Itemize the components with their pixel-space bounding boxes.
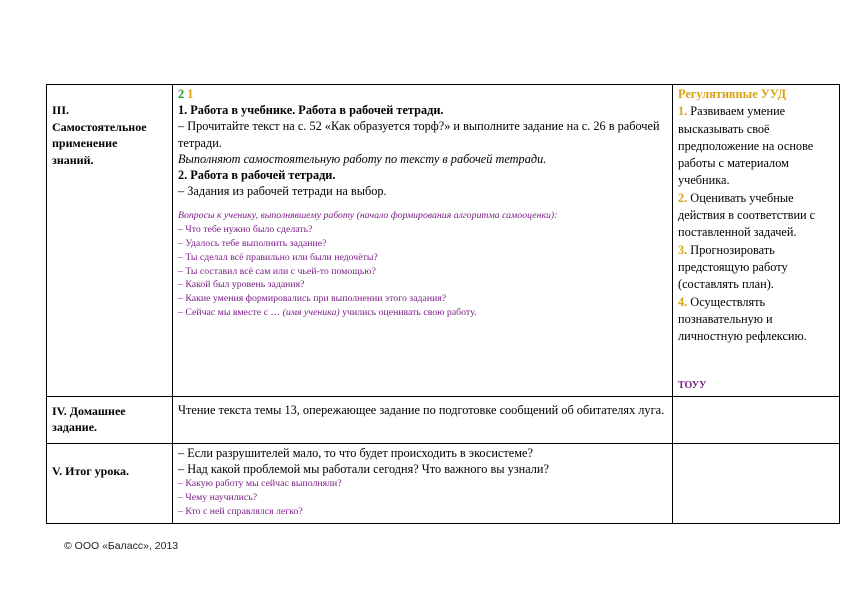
list-item: – Ты сделал всё правильно или были недочёты? xyxy=(178,251,378,263)
stage-cell xyxy=(47,85,173,397)
content-cell xyxy=(173,443,673,523)
list-item: – Удалось тебе выполнить задание? xyxy=(178,238,327,250)
stage-title: III. Самостоятельное применение знаний. xyxy=(52,103,147,167)
stage-title: V. Итог урока. xyxy=(52,463,130,478)
list-item: – Какую работу мы сейчас выполняли? xyxy=(178,478,342,490)
list-item: – Какие умения формировались при выполнении этого задания? xyxy=(178,293,447,305)
list-item: – Кто с ней справлялся легко? xyxy=(178,505,303,517)
stage-cell xyxy=(47,396,173,443)
stage-title: IV. Домашнее задание. xyxy=(52,403,126,435)
uud-cell xyxy=(673,443,840,523)
table-row-stage-5 xyxy=(47,443,840,523)
table-row-stage-3 xyxy=(47,85,840,397)
summary-line: – Над какой проблемой мы работали сегодня? Что важного вы узнали? xyxy=(178,461,549,476)
list-item: – Ты составил всё сам или с чьей-то помощью? xyxy=(178,265,376,277)
uud-cell xyxy=(673,85,840,397)
slide-numbers: 2 1 xyxy=(178,87,194,101)
task-heading: 2. Работа в рабочей тетради. xyxy=(178,168,336,183)
summary-line: – Если разрушителей мало, то что будет происходить в экосистеме? xyxy=(178,445,533,460)
uud-item: 1. Развиваем умение высказывать своё предположение на основе работы с материалом учебника. xyxy=(678,104,814,188)
table-row-stage-4 xyxy=(47,396,840,443)
content-cell xyxy=(173,396,673,443)
homework-text: Чтение текста темы 13, опережающее задание по подготовке сообщений об обитателях луга. xyxy=(178,402,665,417)
questions-title: Вопросы к ученику, выполнявшему работу (начало формирования алгоритма самооценки): xyxy=(178,210,558,222)
uud-item: 3. Прогнозировать предстоящую работу (составлять план). xyxy=(678,242,788,292)
task-heading: 1. Работа в учебнике. Работа в рабочей тетради. xyxy=(178,103,444,118)
questions-block xyxy=(178,209,667,319)
stage-cell xyxy=(47,443,173,523)
uud-cell xyxy=(673,396,840,443)
questions-block xyxy=(178,477,667,518)
content-cell xyxy=(173,85,673,397)
uud-title: Регулятивные УУД xyxy=(678,87,787,101)
uud-item: 4. Осуществлять познавательную и личностную рефлексию. xyxy=(678,294,807,344)
uud-tag: ТОУУ xyxy=(678,380,707,392)
list-item: – Какой был уровень задания? xyxy=(178,279,305,291)
lesson-table xyxy=(46,84,840,524)
list-item: – Сейчас мы вместе с … (имя ученика) учились оценивать свою работу. xyxy=(178,307,477,318)
task-text: – Задания из рабочей тетради на выбор. xyxy=(178,184,387,199)
copyright-footer: © ООО «Баласс», 2013 xyxy=(64,540,179,552)
list-item: – Чему научились? xyxy=(178,491,258,503)
uud-item: 2. Оценивать учебные действия в соответствии с поставленной задачей. xyxy=(678,190,816,240)
task-note: Выполняют самостоятельную работу по тексту в рабочей тетради. xyxy=(178,151,547,166)
list-item: – Что тебе нужно было сделать? xyxy=(178,224,313,236)
task-text: – Прочитайте текст на с. 52 «Как образуется торф?» и выполните задание на с. 26 в рабочей тетради. xyxy=(178,119,660,150)
